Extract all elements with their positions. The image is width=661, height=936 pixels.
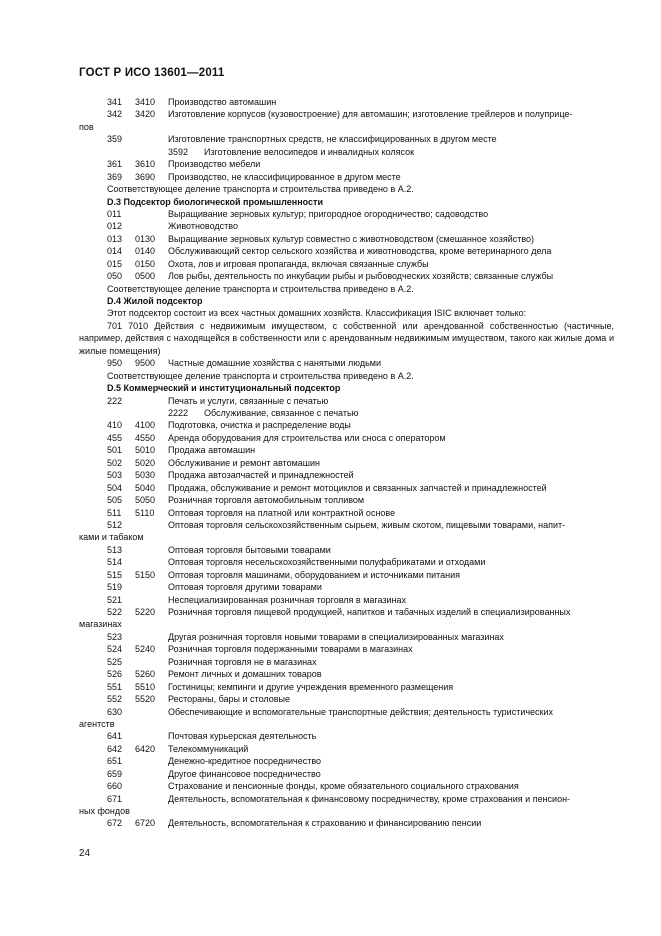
activity-description: Продажа автозапчастей и принадлежностей: [168, 470, 354, 481]
activity-description: Обслуживание и ремонт автомашин: [168, 457, 320, 468]
group-code: 013: [107, 233, 123, 244]
section-heading: [79, 382, 614, 394]
section-heading-text: D.4 Жилой подсектор: [107, 296, 203, 306]
group-code: 671: [107, 793, 123, 804]
activity-description: Розничная торговля подержанными товарами в магазинах: [168, 644, 413, 655]
continuation-text: пов: [79, 121, 94, 132]
continuation-text: агентств: [79, 718, 115, 729]
paragraph: Этот подсектор состоит из всех частных домашних хозяйств. Классификация ISIC включает только:: [107, 308, 527, 319]
activity-description: Животноводство: [168, 221, 238, 232]
note-line: [79, 283, 614, 295]
description-continuation: [79, 718, 614, 730]
activity-description: Производство автомашин: [168, 97, 277, 107]
activity-description: Почтовая курьерская деятельность: [168, 731, 317, 742]
description-continuation: [79, 531, 614, 543]
description-continuation: [79, 121, 614, 133]
classification-row: [79, 643, 614, 655]
activity-description: Обеспечивающие и вспомогательные транспортные действия; деятельность туристических: [168, 706, 554, 717]
classification-row: [79, 581, 614, 593]
group-code: 015: [107, 258, 123, 269]
classification-row: [79, 419, 614, 431]
note-line: [79, 370, 614, 382]
classification-row: [79, 133, 614, 145]
class-code: 5510: [135, 681, 156, 692]
activity-description: Печать и услуги, связанные с печатью: [168, 395, 329, 406]
activity-description: Продажа автомашин: [168, 445, 256, 456]
activity-description: Деятельность, вспомогательная к финансовому посредничеству, кроме страхования и пенсион-: [168, 793, 571, 804]
group-code: 521: [107, 594, 123, 605]
classification-row: [79, 507, 614, 519]
group-code: 503: [107, 470, 123, 481]
group-code: 525: [107, 656, 123, 667]
group-code: 514: [107, 557, 123, 568]
classification-row: [79, 519, 614, 531]
group-code: 410: [107, 420, 123, 431]
classification-subrow: [79, 407, 614, 419]
class-code: 3420: [135, 109, 156, 120]
classification-row: [79, 755, 614, 767]
group-code: 630: [107, 706, 123, 717]
activity-description: Оптовая торговля машинами, оборудованием и источниками питания: [168, 569, 461, 580]
group-code: 222: [107, 395, 123, 406]
activity-description: Аренда оборудования для строительства или сноса с оператором: [168, 432, 446, 443]
classification-row: [79, 681, 614, 693]
group-code: 504: [107, 482, 123, 493]
group-code: 524: [107, 644, 123, 655]
classification-row: [79, 668, 614, 680]
classification-row: [79, 780, 614, 792]
activity-description: Ремонт личных и домашних товаров: [168, 669, 322, 680]
group-code: 660: [107, 781, 123, 792]
activity-description: Оптовая торговля сельскохозяйственным сырьем, живым скотом, пищевыми товарами, напит-: [168, 519, 566, 530]
classification-row: [79, 233, 614, 245]
group-code: 502: [107, 457, 123, 468]
group-code: 501: [107, 445, 123, 456]
class-code: 3610: [135, 159, 156, 170]
class-code: 5150: [135, 569, 156, 580]
classification-row: [79, 768, 614, 780]
section-heading-text: D.5 Коммерческий и институциональный подсектор: [107, 383, 341, 394]
description-continuation: [79, 805, 614, 817]
class-code: 9500: [135, 358, 156, 369]
activity-description: Производство, не классифицированное в другом месте: [168, 171, 401, 182]
classification-row: [79, 357, 614, 369]
class-code: 5020: [135, 457, 156, 468]
activity-description: Другое финансовое посредничество: [168, 768, 321, 779]
note-text: Соответствующее деление транспорта и строительства приведено в А.2.: [107, 370, 414, 381]
activity-description: Охота, лов и игровая пропаганда, включая связанные службы: [168, 258, 429, 269]
paragraph: 701 7010 Действия с недвижимым имуществом, с собственной или арендованной собственностью (частичные, например, действия с находящейся в собственности или с арендованным недвижимым имуществом, такого как жилые дома и жилые помещения): [79, 320, 614, 356]
classification-row: [79, 444, 614, 456]
classification-row: [79, 569, 614, 581]
class-code: 5520: [135, 694, 156, 705]
activity-description: Обслуживающий сектор сельского хозяйства и животноводства, кроме ветеринарного дела: [168, 246, 552, 257]
classification-row: [79, 631, 614, 643]
activity-description: Продажа, обслуживание и ремонт мотоциклов и связанных запчастей и принадлежностей: [168, 482, 547, 493]
classification-row: [79, 556, 614, 568]
classification-row: [79, 706, 614, 718]
classification-row: [79, 469, 614, 481]
group-code: 551: [107, 681, 123, 692]
group-code: 526: [107, 669, 123, 680]
class-code: 5110: [135, 507, 155, 518]
group-code: 014: [107, 246, 123, 257]
activity-description: Лов рыбы, деятельность по инкубации рыбы и рыбоводческих хозяйств; связанные службы: [168, 271, 554, 282]
class-description: Изготовление велосипедов и инвалидных колясок: [204, 146, 415, 157]
continuation-text: ных фондов: [79, 806, 130, 816]
activity-description: Оптовая торговля другими товарами: [168, 582, 322, 593]
group-code: 455: [107, 432, 123, 443]
group-code: 950: [107, 358, 123, 369]
activity-description: Деятельность, вспомогательная к страхованию и финансированию пенсии: [168, 818, 482, 829]
class-code: 5260: [135, 669, 156, 680]
activity-description: Оптовая торговля бытовыми товарами: [168, 544, 331, 555]
activity-description: Частные домашние хозяйства с нанятыми людьми: [168, 358, 381, 369]
classification-row: [79, 457, 614, 469]
class-code: 4550: [135, 432, 156, 443]
group-code: 505: [107, 495, 123, 506]
activity-description: Оптовая торговля на платной или контрактной основе: [168, 507, 396, 518]
class-code: 0150: [135, 258, 156, 269]
section-heading: [79, 295, 614, 307]
classification-row: [79, 743, 614, 755]
group-code: 513: [107, 544, 123, 555]
group-code: 512: [107, 519, 123, 530]
class-code: 3410: [135, 97, 156, 107]
classification-row: [79, 108, 614, 120]
activity-description: Изготовление транспортных средств, не классифицированных в другом месте: [168, 134, 497, 145]
class-code: 0500: [135, 271, 156, 282]
group-code: 012: [107, 221, 123, 232]
activity-description: Изготовление корпусов (кузовостроение) для автомашин; изготовление трейлеров и полуприце-: [168, 109, 573, 120]
class-code: 3592: [168, 146, 189, 157]
group-code: 672: [107, 818, 123, 829]
activity-description: Розничная торговля пищевой продукцией, напитков и табачных изделий в специализированных: [168, 607, 571, 617]
activity-description: Оптовая торговля несельскохозяйственными полуфабрикатами и отходами: [168, 557, 486, 568]
description-continuation: [79, 618, 614, 630]
classification-row: [79, 258, 614, 270]
classification-row: [79, 270, 614, 282]
classification-row: [79, 693, 614, 705]
classification-row: [79, 171, 614, 183]
class-code: 5220: [135, 607, 156, 617]
activity-description: Другая розничная торговля новыми товарами в специализированных магазинах: [168, 631, 504, 642]
classification-row: [79, 606, 614, 618]
page-number: 24: [79, 848, 91, 859]
classification-row: [79, 482, 614, 494]
class-code: 6420: [135, 743, 156, 754]
note-text: Соответствующее деление транспорта и строительства приведено в А.2.: [107, 283, 414, 294]
group-code: 369: [107, 171, 123, 182]
classification-row: [79, 544, 614, 556]
activity-description: Телекоммуникаций: [168, 743, 249, 754]
classification-row: [79, 208, 614, 220]
activity-description: Рестораны, бары и столовые: [168, 694, 290, 705]
classification-row: [79, 594, 614, 606]
activity-description: Гостиницы; кемпинги и другие учреждения временного размещения: [168, 681, 454, 692]
class-code: 2222: [168, 408, 189, 418]
classification-row: [79, 245, 614, 257]
classification-row: [79, 158, 614, 170]
class-code: 5010: [135, 445, 156, 456]
document-body: [79, 96, 614, 830]
class-code: 5030: [135, 470, 156, 481]
classification-row: [79, 656, 614, 668]
standard-title: ГОСТ Р ИСО 13601—2011: [79, 67, 225, 79]
group-code: 361: [107, 159, 123, 170]
classification-subrow: [79, 146, 614, 158]
group-code: 341: [107, 97, 123, 107]
group-code: 523: [107, 631, 123, 642]
group-code: 519: [107, 582, 123, 593]
activity-description: Производство мебели: [168, 159, 261, 170]
classification-row: [79, 817, 614, 829]
class-code: 4100: [135, 420, 156, 431]
section-heading-text: D.3 Подсектор биологической промышленности: [107, 196, 323, 207]
note-text: Соответствующее деление транспорта и строительства приведено в А.2.: [107, 184, 414, 195]
classification-row: [79, 432, 614, 444]
group-code: 641: [107, 731, 123, 742]
activity-description: Денежно-кредитное посредничество: [168, 756, 322, 767]
group-code: 642: [107, 743, 123, 754]
note-line: [79, 183, 614, 195]
activity-description: Розничная торговля не в магазинах: [168, 656, 317, 667]
group-code: 651: [107, 756, 123, 767]
classification-row: [79, 220, 614, 232]
class-code: 5240: [135, 644, 156, 655]
group-code: 050: [107, 271, 123, 282]
class-code: 6720: [135, 818, 156, 829]
class-description: Обслуживание, связанное с печатью: [204, 408, 359, 418]
activity-description: Страхование и пенсионные фонды, кроме обязательного социального страхования: [168, 781, 519, 792]
activity-description: Выращивание зерновых культур совместно с животноводством (смешанное хозяйство): [168, 233, 535, 244]
activity-description: Выращивание зерновых культур; пригородное огородничество; садоводство: [168, 208, 489, 219]
classification-row: [79, 793, 614, 805]
classification-row: [79, 730, 614, 742]
activity-description: Розничная торговля автомобильным топливом: [168, 495, 365, 506]
classification-row: [79, 96, 614, 108]
group-code: 522: [107, 607, 123, 617]
group-code: 342: [107, 109, 123, 120]
continuation-text: ками и табаком: [79, 532, 144, 543]
classification-row: [79, 395, 614, 407]
class-code: 0130: [135, 233, 156, 244]
group-code: 511: [107, 507, 122, 518]
continuation-text: магазинах: [79, 619, 122, 630]
group-code: 515: [107, 569, 123, 580]
group-code: 011: [107, 208, 122, 219]
group-code: 359: [107, 134, 123, 145]
activity-description: Неспециализированная розничная торговля в магазинах: [168, 594, 407, 605]
class-code: 0140: [135, 246, 156, 257]
group-code: 552: [107, 694, 123, 705]
class-code: 5050: [135, 495, 156, 506]
activity-description: Подготовка, очистка и распределение воды: [168, 420, 351, 431]
classification-row: [79, 494, 614, 506]
class-code: 5040: [135, 482, 156, 493]
class-code: 3690: [135, 171, 156, 182]
section-heading: [79, 196, 614, 208]
group-code: 659: [107, 768, 123, 779]
